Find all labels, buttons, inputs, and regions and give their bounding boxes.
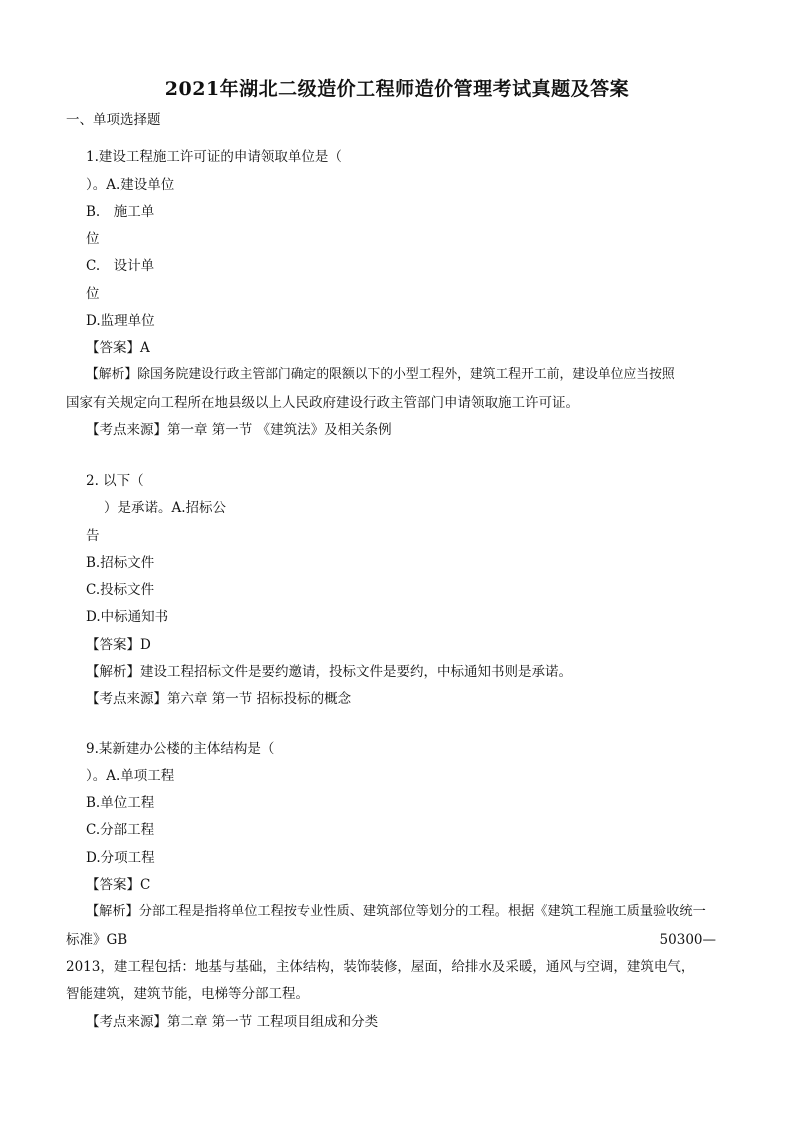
q1-stem-line1: 1.建设工程施工许可证的申请领取单位是（ bbox=[86, 149, 342, 165]
q9-answer: 【答案】C bbox=[86, 877, 151, 893]
q2-stem-line3: 告 bbox=[86, 528, 100, 544]
q1-option-b-line1: B. 施工单 bbox=[86, 204, 155, 220]
q1-option-c-line2: 位 bbox=[86, 286, 100, 302]
q1-answer: 【答案】A bbox=[86, 340, 150, 356]
q1-source: 【考点来源】第一章 第一节 《建筑法》及相关条例 bbox=[86, 422, 392, 438]
q9-analysis-line2-left: 标准》GB bbox=[66, 932, 128, 948]
page-title: 2021年湖北二级造价工程师造价管理考试真题及答案 bbox=[164, 78, 630, 100]
q9-analysis-line4: 智能建筑，建筑节能，电梯等分部工程。 bbox=[66, 986, 309, 1002]
q9-option-b: B.单位工程 bbox=[86, 795, 155, 811]
q2-option-c: C.投标文件 bbox=[86, 582, 155, 598]
q2-option-b: B.招标文件 bbox=[86, 555, 155, 571]
q1-option-c-line1: C. 设计单 bbox=[86, 258, 155, 274]
q9-option-d: D.分项工程 bbox=[86, 850, 155, 866]
q1-analysis-line1: 【解析】除国务院建设行政主管部门确定的限额以下的小型工程外，建筑工程开工前，建设单位应当按照 bbox=[86, 367, 675, 382]
q9-analysis-line2-right: 50300— bbox=[659, 932, 716, 948]
q9-analysis-line3: 2013，建工程包括：地基与基础，主体结构，装饰装修，屋面，给排水及采暖，通风与空调，建筑电气， bbox=[66, 959, 695, 975]
q1-analysis-line2: 国家有关规定向工程所在地县级以上人民政府建设行政主管部门申请领取施工许可证。 bbox=[66, 395, 579, 411]
q2-answer: 【答案】D bbox=[86, 637, 151, 653]
q1-option-d: D.监理单位 bbox=[86, 313, 155, 329]
q9-analysis-line1: 【解析】分部工程是指将单位工程按专业性质、建筑部位等划分的工程。根据《建筑工程施工质量验收统一 bbox=[86, 904, 706, 919]
q1-option-b-line2: 位 bbox=[86, 231, 100, 247]
q2-source: 【考点来源】第六章 第一节 招标投标的概念 bbox=[86, 691, 352, 707]
q2-analysis: 【解析】建设工程招标文件是要约邀请，投标文件是要约，中标通知书则是承诺。 bbox=[86, 664, 572, 680]
q9-stem-line2: ）。A.单项工程 bbox=[86, 768, 175, 784]
section-heading: 一、单项选择题 bbox=[66, 112, 161, 128]
q9-source: 【考点来源】第二章 第一节 工程项目组成和分类 bbox=[86, 1014, 379, 1030]
q9-option-c: C.分部工程 bbox=[86, 822, 155, 838]
q1-stem-line2: ）。A.建设单位 bbox=[86, 177, 175, 193]
q9-stem-line1: 9.某新建办公楼的主体结构是（ bbox=[86, 741, 275, 757]
q2-stem-line2: ）是承诺。A.招标公 bbox=[104, 500, 227, 516]
q2-stem-line1: 2. 以下（ bbox=[86, 473, 144, 489]
q9-analysis-line2 bbox=[66, 931, 716, 949]
q2-option-d: D.中标通知书 bbox=[86, 609, 169, 625]
